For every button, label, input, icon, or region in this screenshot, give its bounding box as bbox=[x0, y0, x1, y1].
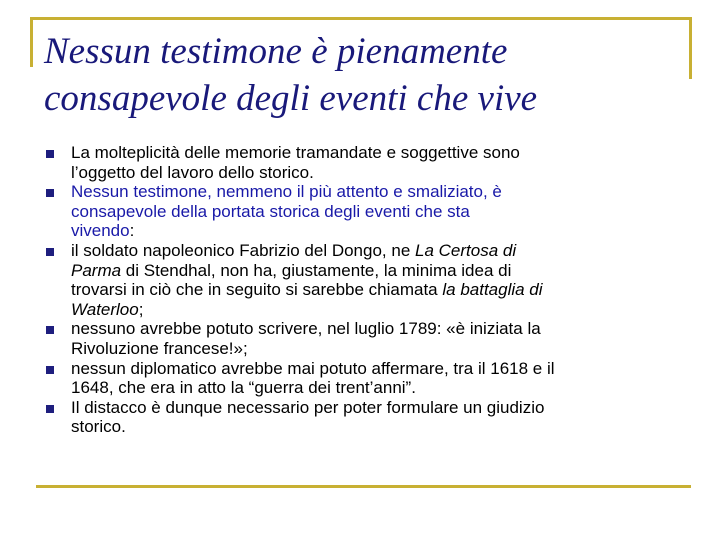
bullet-3-battle-part-2: Waterloo bbox=[71, 299, 139, 319]
square-bullet-icon bbox=[46, 326, 54, 334]
slide-title-line-2: consapevole degli eventi che vive bbox=[44, 78, 538, 119]
frame-top-line bbox=[30, 17, 692, 20]
bullet-item-6 bbox=[44, 398, 684, 437]
bullet-1-line-2: l’oggetto del lavoro dello storico. bbox=[71, 162, 314, 182]
bullet-2-line-1: Nessun testimone, nemmeno il più attento e smaliziato, è bbox=[71, 182, 502, 202]
slide-title-line-1: Nessun testimone è pienamente bbox=[44, 31, 508, 72]
bullet-3-line-4-text: ; bbox=[138, 299, 144, 319]
bullet-item-1 bbox=[44, 143, 684, 182]
bullet-4-line-1: nessuno avrebbe potuto scrivere, nel luglio 1789: «è iniziata la bbox=[71, 319, 541, 339]
square-bullet-icon bbox=[46, 248, 54, 256]
bullet-6-line-1: Il distacco è dunque necessario per poter formulare un giudizio bbox=[71, 397, 545, 417]
bullet-2-line-2: consapevole della portata storica degli eventi che sta bbox=[71, 201, 470, 221]
bullet-3-battle-part-1: la battaglia di bbox=[442, 280, 543, 300]
bullet-6-line-2: storico. bbox=[71, 417, 126, 437]
bullet-5-line-2: 1648, che era in atto la “guerra dei trent’anni”. bbox=[71, 378, 416, 398]
bullet-3-line-3-text: trovarsi in ciò che in seguito si sarebbe chiamata bbox=[71, 280, 443, 300]
bullet-1-line-1: La molteplicità delle memorie tramandate e soggettive sono bbox=[71, 143, 520, 162]
bullet-3-book-title-part-2: Parma bbox=[71, 260, 122, 280]
square-bullet-icon bbox=[46, 366, 54, 374]
bullet-3-line-2-text: di Stendhal, non ha, giustamente, la minima idea di bbox=[121, 260, 512, 280]
bullet-item-3 bbox=[44, 241, 684, 319]
square-bullet-icon bbox=[46, 150, 54, 158]
frame-left-line bbox=[30, 17, 33, 67]
bullet-2-line-3-rest: : bbox=[129, 221, 135, 241]
bullet-4-line-2: Rivoluzione francese!»; bbox=[71, 338, 248, 358]
square-bullet-icon bbox=[46, 405, 54, 413]
square-bullet-icon bbox=[46, 189, 54, 197]
bullet-item-4 bbox=[44, 319, 684, 358]
frame-bottom-line bbox=[36, 485, 691, 488]
bullet-5-line-1: nessun diplomatico avrebbe mai potuto affermare, tra il 1618 e il bbox=[71, 358, 555, 378]
bullet-list bbox=[44, 143, 684, 437]
bullet-2-emphasis: vivendo bbox=[71, 221, 130, 241]
slide-title bbox=[44, 28, 684, 122]
bullet-3-line-1-text: il soldato napoleonico Fabrizio del Dongo, ne bbox=[71, 240, 416, 260]
bullet-item-2 bbox=[44, 182, 684, 241]
bullet-3-book-title-part-1: La Certosa di bbox=[415, 240, 517, 260]
frame-right-line bbox=[689, 17, 692, 79]
bullet-item-5 bbox=[44, 359, 684, 398]
